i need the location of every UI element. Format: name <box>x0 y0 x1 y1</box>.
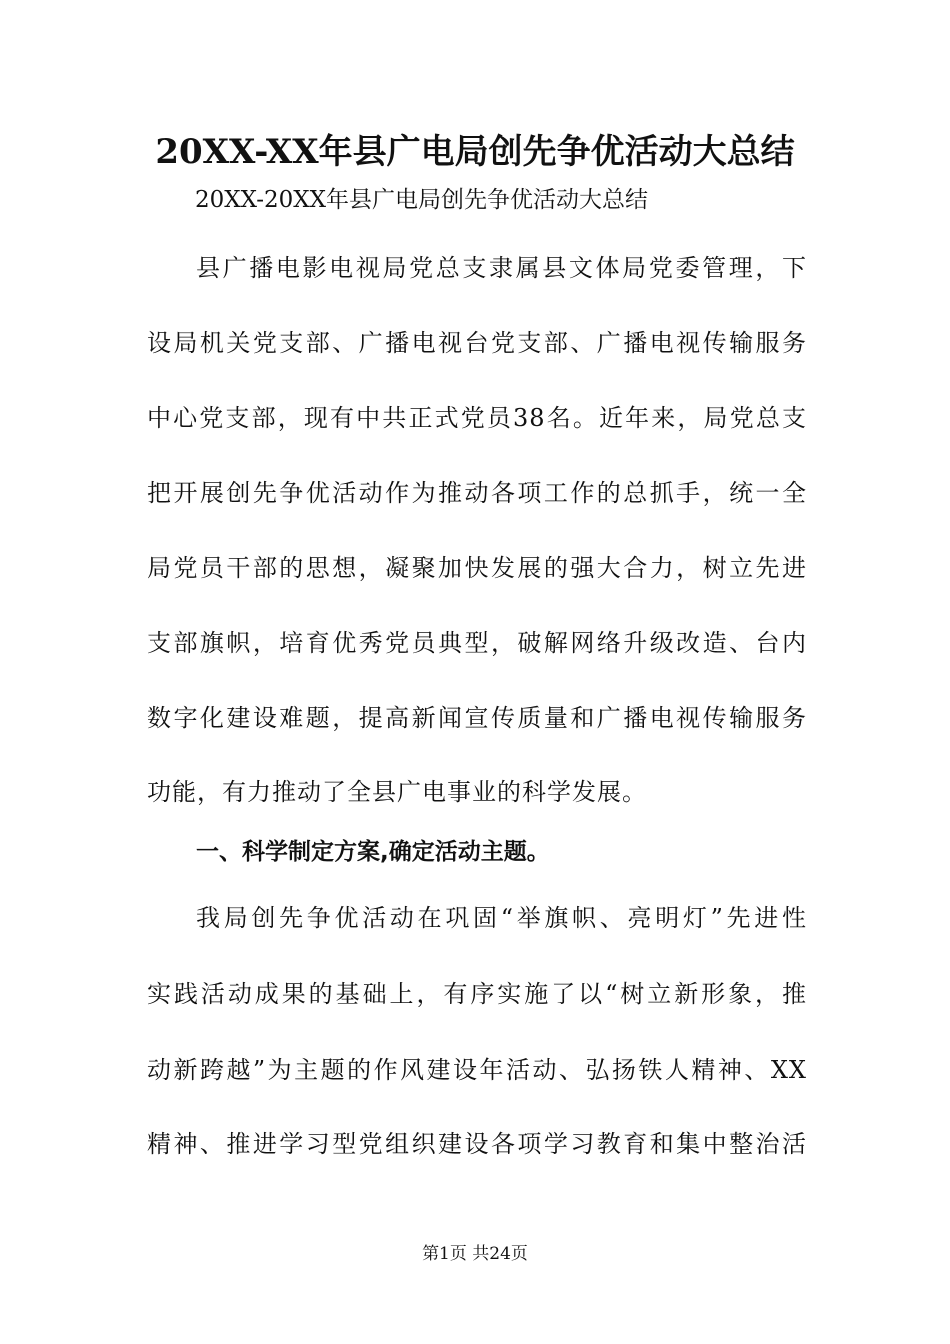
paragraph-line: 支部旗帜，培育优秀党员典型，破解网络升级改造、台内 <box>147 629 807 657</box>
section-heading: 一、科学制定方案,确定活动主题。 <box>196 839 550 865</box>
paragraph-line: 局党员干部的思想，凝聚加快发展的强大合力，树立先进 <box>147 554 807 582</box>
page-number-footer: 第1页 共24页 <box>422 1244 528 1264</box>
paragraph-line: 数字化建设难题，提高新闻宣传质量和广播电视传输服务 <box>147 704 807 732</box>
document-subtitle: 20XX-20XX年县广电局创先争优活动大总结 <box>195 187 648 213</box>
paragraph-line: 精神、推进学习型党组织建设各项学习教育和集中整治活 <box>147 1130 807 1158</box>
document-title: 20XX-XX年县广电局创先争优活动大总结 <box>155 132 795 172</box>
paragraph-line: 实践活动成果的基础上，有序实施了以“树立新形象，推 <box>147 980 807 1008</box>
paragraph-line: 县广播电影电视局党总支隶属县文体局党委管理，下 <box>196 254 807 282</box>
paragraph-line: 功能，有力推动了全县广电事业的科学发展。 <box>147 778 647 806</box>
paragraph-line: 中心党支部，现有中共正式党员38名。近年来，局党总支 <box>147 404 807 432</box>
paragraph-line: 把开展创先争优活动作为推动各项工作的总抓手，统一全 <box>147 479 807 507</box>
paragraph-line: 设局机关党支部、广播电视台党支部、广播电视传输服务 <box>147 329 807 357</box>
paragraph-line: 我局创先争优活动在巩固“举旗帜、亮明灯”先进性 <box>196 904 807 932</box>
paragraph-line: 动新跨越”为主题的作风建设年活动、弘扬铁人精神、XX <box>147 1056 807 1084</box>
